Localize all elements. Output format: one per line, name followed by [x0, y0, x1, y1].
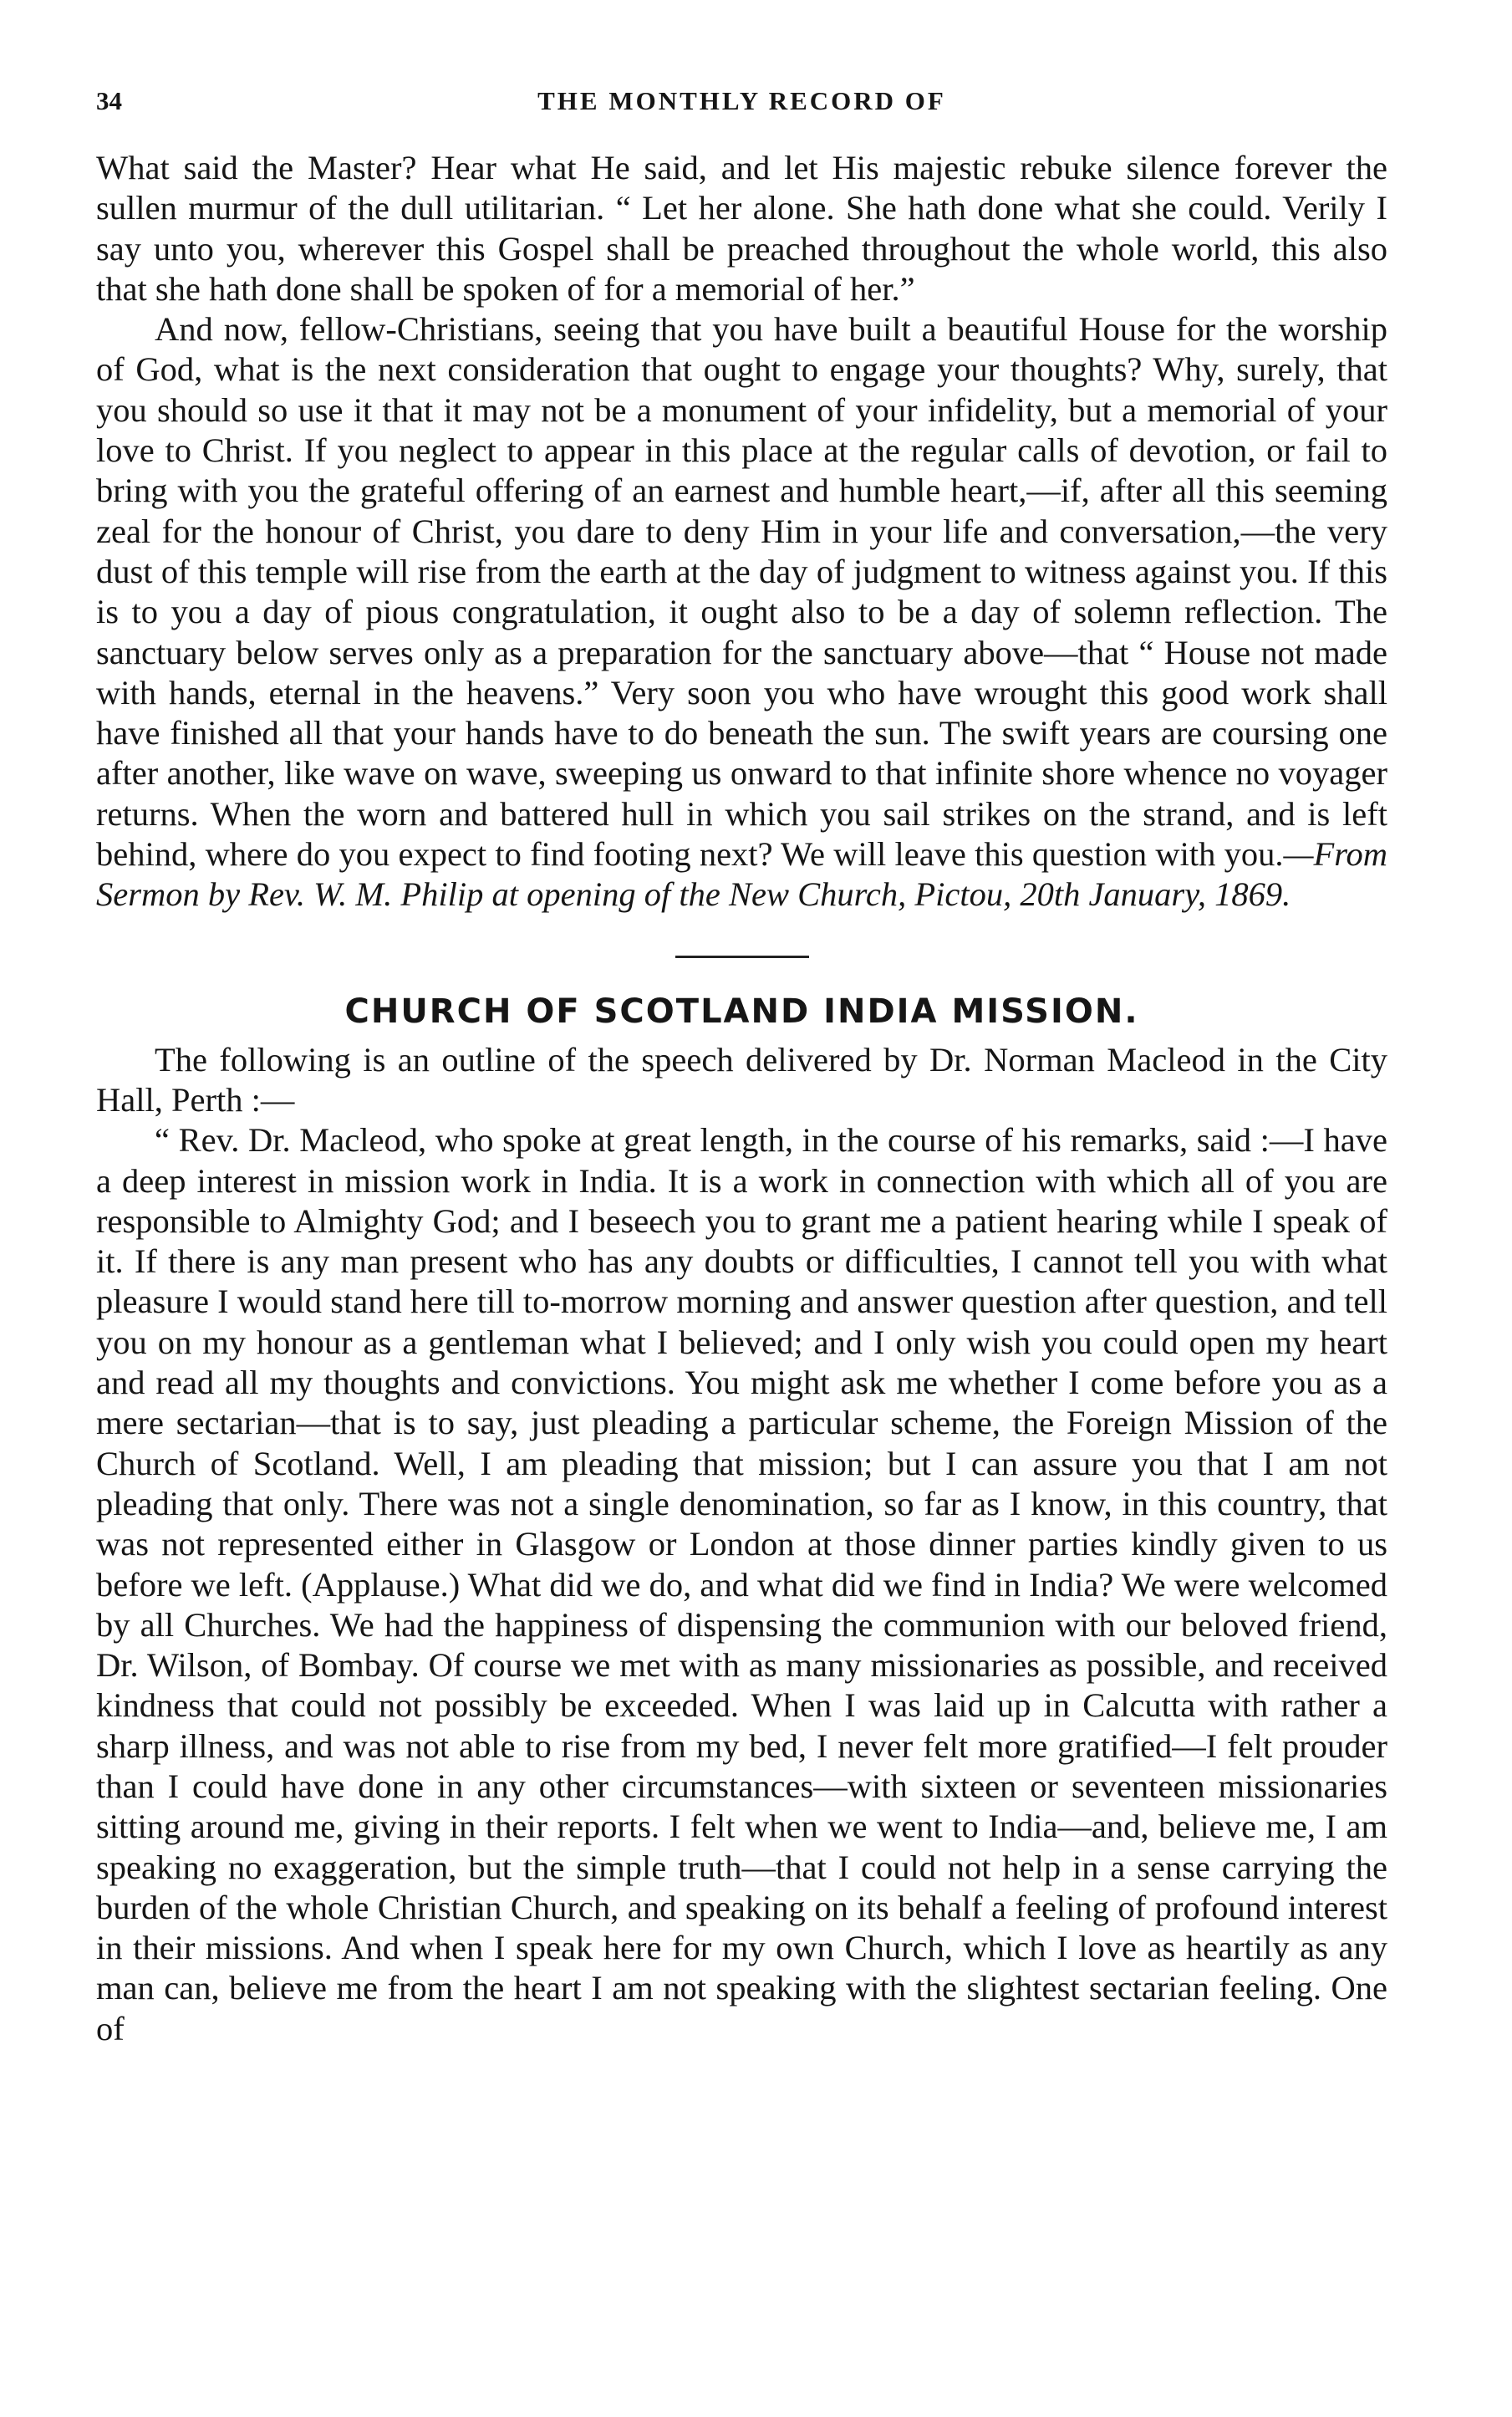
section-heading: CHURCH OF SCOTLAND INDIA MISSION.	[344, 992, 1139, 1031]
paragraph-text: And now, fellow-Christians, seeing that you have built a beautiful House for the worship of God, what is the next consideration that ought to engage your thoughts? Why, surely, that you should so use it that it may not be a monument of your infidelity, but a memorial of your love to Christ. If you neglect to appear in this place at the regular calls of devotion, or fail to bring with you the grateful offering of an earnest and humble heart,—if, after all this seeming zeal for the honour of Christ, you dare to deny Him in your life and conversation,—the very dust of this temple will rise from the earth at the day of judgment to witness against you. If this is to you a day of pious congratulation, it ought also to be a day of solemn reflection. The sanctuary below serves only as a preparation for the sanctuary above—that “ House not made with hands, eternal in the heavens.” Very soon you who have wrought this good work shall have finished all that your hands have to do beneath the sun. The swift years are coursing one after another, like wave on wave, sweeping us onward to that infinite shore whence no voyager returns. When the worn and battered hull in which you sail strikes on the strand, and is left behind, where do you expect to find footing next? We will leave this question with you.	[96, 310, 1387, 874]
section-divider	[675, 956, 809, 958]
paragraph	[96, 309, 1387, 915]
article-body	[96, 148, 1387, 2049]
page	[96, 79, 1387, 2049]
running-header	[96, 79, 1387, 123]
page-number: 34	[96, 86, 122, 115]
paragraph: What said the Master? Hear what He said, and let His majestic rebuke silence forever the sullen murmur of the dull utilitarian. “ Let her alone. She hath done what she could. Verily I say unto you, wherever this Gospel shall be preached throughout the whole world, this also that she hath done shall be spoken of for a memorial of her.”	[96, 149, 1387, 308]
sermon-citation: —From Sermon by Rev. W. M. Philip at opening of the New Church, Pictou, 20th January, 1869.	[96, 835, 1387, 914]
paragraph: “ Rev. Dr. Macleod, who spoke at great length, in the course of his remarks, said :—I have a deep interest in mission work in India. It is a work in connection with which all of you are responsible to Almighty God; and I beseech you to grant me a patient hearing while I speak of it. If there is any man present who has any doubts or difficulties, I cannot tell you with what pleasure I would stand here till to-morrow morning and answer question after question, and tell you on my honour as a gentleman what I believed; and I only wish you could open my heart and read all my thoughts and convictions. You might ask me whether I come before you as a mere sectarian—that is to say, just pleading a particular scheme, the Foreign Mission of the Church of Scotland. Well, I am pleading that mission; but I can assure you that I am not pleading that only. There was not a single denomination, so far as I know, in this country, that was not represented either in Glasgow or London at those dinner parties kindly given to us before we left. (Applause.) What did we do, and what did we find in India? We were welcomed by all Churches. We had the happiness of dispensing the communion with our beloved friend, Dr. Wilson, of Bombay. Of course we met with as many missionaries as possible, and received kindness that could not possibly be exceeded. When I was laid up in Calcutta with rather a sharp illness, and was not able to rise from my bed, I never felt more gratified—I felt prouder than I could have done in any other circumstances—with sixteen or seventeen missionaries sitting around me, giving in their reports. I felt when we went to India—and, believe me, I am speaking no exaggeration, but the simple truth—that I could not help in a sense carrying the burden of the whole Christian Church, and speaking on its behalf a feeling of profound interest in their missions. And when I speak here for my own Church, which I love as heartily as any man can, believe me from the heart I am not speaking with the slightest sectarian feeling. One of	[96, 1121, 1387, 2047]
running-title: THE MONTHLY RECORD OF	[537, 86, 946, 115]
paragraph: The following is an outline of the speech delivered by Dr. Norman Macleod in the City Hall, Perth :—	[96, 1040, 1387, 1119]
